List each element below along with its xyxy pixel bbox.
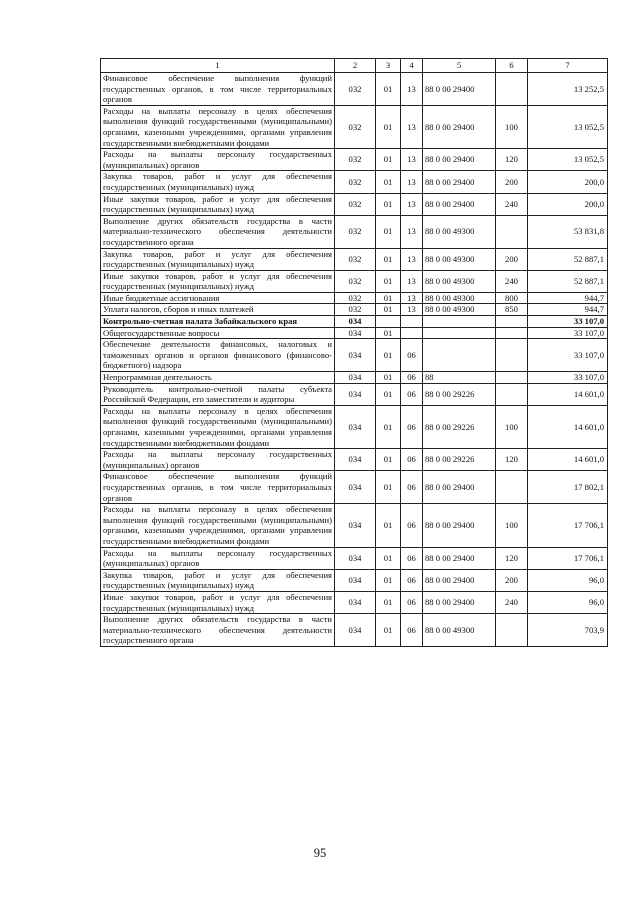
row-ministry-code: 034 <box>335 471 376 504</box>
row-section-code: 01 <box>376 193 401 215</box>
row-target-article <box>423 327 496 339</box>
row-subsection-code: 06 <box>401 569 423 591</box>
row-amount: 200,0 <box>528 171 608 193</box>
row-target-article <box>423 316 496 328</box>
row-expense-type <box>496 339 528 372</box>
row-subsection-code: 13 <box>401 105 423 148</box>
table-row <box>101 614 608 647</box>
table-row <box>101 405 608 448</box>
row-description: Закупка товаров, работ и услуг для обеспечения государственных (муниципальных) нужд <box>101 569 335 591</box>
row-section-code: 01 <box>376 547 401 569</box>
row-section-code: 01 <box>376 569 401 591</box>
table-row <box>101 383 608 405</box>
row-ministry-code: 034 <box>335 569 376 591</box>
row-amount: 13 252,5 <box>528 73 608 106</box>
table-row <box>101 547 608 569</box>
row-ministry-code: 034 <box>335 504 376 547</box>
row-expense-type <box>496 327 528 339</box>
row-ministry-code: 032 <box>335 215 376 248</box>
row-expense-type: 240 <box>496 591 528 613</box>
row-ministry-code: 034 <box>335 316 376 328</box>
row-expense-type: 200 <box>496 569 528 591</box>
row-amount: 944,7 <box>528 292 608 304</box>
row-expense-type: 850 <box>496 304 528 316</box>
table-row <box>101 193 608 215</box>
table-row <box>101 339 608 372</box>
row-amount: 96,0 <box>528 591 608 613</box>
row-target-article: 88 0 00 29400 <box>423 504 496 547</box>
row-subsection-code <box>401 327 423 339</box>
row-amount: 17 802,1 <box>528 471 608 504</box>
row-description: Выполнение других обязательств государства в части материально-технического обеспечения деятельности государственного органа <box>101 614 335 647</box>
row-subsection-code <box>401 316 423 328</box>
table-row <box>101 569 608 591</box>
row-amount: 14 601,0 <box>528 383 608 405</box>
row-expense-type: 100 <box>496 105 528 148</box>
row-section-code: 01 <box>376 327 401 339</box>
row-target-article: 88 <box>423 372 496 384</box>
row-ministry-code: 032 <box>335 304 376 316</box>
row-expense-type <box>496 316 528 328</box>
table-row <box>101 149 608 171</box>
row-subsection-code: 06 <box>401 547 423 569</box>
row-section-code: 01 <box>376 73 401 106</box>
row-amount: 33 107,0 <box>528 372 608 384</box>
row-ministry-code: 034 <box>335 449 376 471</box>
header-col-6: 6 <box>496 59 528 73</box>
row-amount: 33 107,0 <box>528 339 608 372</box>
row-ministry-code: 032 <box>335 149 376 171</box>
row-target-article: 88 0 00 49300 <box>423 292 496 304</box>
row-ministry-code: 032 <box>335 171 376 193</box>
row-description: Иные бюджетные ассигнования <box>101 292 335 304</box>
table-row <box>101 372 608 384</box>
row-target-article <box>423 339 496 372</box>
row-section-code: 01 <box>376 504 401 547</box>
table-row <box>101 327 608 339</box>
table-row <box>101 248 608 270</box>
row-expense-type: 240 <box>496 193 528 215</box>
row-subsection-code: 06 <box>401 405 423 448</box>
row-expense-type <box>496 372 528 384</box>
row-subsection-code: 13 <box>401 171 423 193</box>
row-section-code <box>376 316 401 328</box>
row-section-code: 01 <box>376 292 401 304</box>
row-expense-type <box>496 383 528 405</box>
row-expense-type: 120 <box>496 449 528 471</box>
row-description: Расходы на выплаты персоналу государственных (муниципальных) органов <box>101 449 335 471</box>
row-target-article: 88 0 00 29400 <box>423 73 496 106</box>
row-target-article: 88 0 00 49300 <box>423 270 496 292</box>
header-col-4: 4 <box>401 59 423 73</box>
table-header <box>101 59 608 73</box>
row-description: Закупка товаров, работ и услуг для обеспечения государственных (муниципальных) нужд <box>101 171 335 193</box>
row-amount: 33 107,0 <box>528 327 608 339</box>
row-ministry-code: 032 <box>335 105 376 148</box>
header-row <box>101 59 608 73</box>
row-description: Иные закупки товаров, работ и услуг для обеспечения государственных (муниципальных) нужд <box>101 270 335 292</box>
row-ministry-code: 032 <box>335 248 376 270</box>
row-target-article: 88 0 00 29400 <box>423 149 496 171</box>
row-amount: 17 706,1 <box>528 504 608 547</box>
row-amount: 13 052,5 <box>528 149 608 171</box>
row-description: Расходы на выплаты персоналу в целях обеспечения выполнения функций государственными (муниципальными) органами, казенными учреждениями, органами управления государственными внебюджетными фондами <box>101 504 335 547</box>
row-ministry-code: 034 <box>335 339 376 372</box>
row-amount: 52 887,1 <box>528 270 608 292</box>
row-section-code: 01 <box>376 405 401 448</box>
row-section-code: 01 <box>376 270 401 292</box>
row-target-article: 88 0 00 49300 <box>423 304 496 316</box>
row-ministry-code: 034 <box>335 547 376 569</box>
row-subsection-code: 06 <box>401 591 423 613</box>
row-description: Непрограммная деятельность <box>101 372 335 384</box>
table-row <box>101 105 608 148</box>
row-section-code: 01 <box>376 248 401 270</box>
table-row <box>101 504 608 547</box>
table-row <box>101 73 608 106</box>
row-expense-type: 120 <box>496 547 528 569</box>
row-subsection-code: 06 <box>401 383 423 405</box>
table-body <box>101 73 608 647</box>
table-row <box>101 215 608 248</box>
row-description: Расходы на выплаты персоналу государственных (муниципальных) органов <box>101 149 335 171</box>
row-subsection-code: 13 <box>401 292 423 304</box>
row-target-article: 88 0 00 29400 <box>423 171 496 193</box>
row-description: Финансовое обеспечение выполнения функций государственных органов, в том числе территориальных органов <box>101 471 335 504</box>
row-subsection-code: 06 <box>401 449 423 471</box>
header-col-7: 7 <box>528 59 608 73</box>
row-section-code: 01 <box>376 105 401 148</box>
row-ministry-code: 034 <box>335 372 376 384</box>
row-section-code: 01 <box>376 591 401 613</box>
row-description: Выполнение других обязательств государства в части материально-технического обеспечения деятельности государственного органа <box>101 215 335 248</box>
row-amount: 33 107,0 <box>528 316 608 328</box>
row-expense-type: 800 <box>496 292 528 304</box>
header-col-1: 1 <box>101 59 335 73</box>
row-description: Иные закупки товаров, работ и услуг для обеспечения государственных (муниципальных) нужд <box>101 193 335 215</box>
table-row <box>101 292 608 304</box>
row-target-article: 88 0 00 49300 <box>423 215 496 248</box>
row-subsection-code: 13 <box>401 149 423 171</box>
row-ministry-code: 032 <box>335 193 376 215</box>
header-col-5: 5 <box>423 59 496 73</box>
row-expense-type: 120 <box>496 149 528 171</box>
row-description: Руководитель контрольно-счетной палаты субъекта Российской Федерации, его заместители и аудиторы <box>101 383 335 405</box>
row-description: Обеспечение деятельности финансовых, налоговых и таможенных органов и органов финансового (финансово-бюджетного) надзора <box>101 339 335 372</box>
row-description: Расходы на выплаты персоналу в целях обеспечения выполнения функций государственными (муниципальными) органами, казенными учреждениями, органами управления государственными внебюджетными фондами <box>101 105 335 148</box>
row-section-code: 01 <box>376 372 401 384</box>
row-subsection-code: 13 <box>401 248 423 270</box>
row-ministry-code: 034 <box>335 383 376 405</box>
row-expense-type <box>496 614 528 647</box>
budget-table <box>100 58 608 647</box>
header-col-3: 3 <box>376 59 401 73</box>
row-expense-type: 240 <box>496 270 528 292</box>
row-description: Расходы на выплаты персоналу государственных (муниципальных) органов <box>101 547 335 569</box>
row-target-article: 88 0 00 29400 <box>423 547 496 569</box>
row-description: Расходы на выплаты персоналу в целях обеспечения выполнения функций государственными (муниципальными) органами, казенными учреждениями, органами управления государственными внебюджетными фондами <box>101 405 335 448</box>
row-amount: 53 831,8 <box>528 215 608 248</box>
row-subsection-code: 13 <box>401 215 423 248</box>
row-expense-type <box>496 471 528 504</box>
row-subsection-code: 06 <box>401 339 423 372</box>
row-section-code: 01 <box>376 614 401 647</box>
row-subsection-code: 13 <box>401 193 423 215</box>
row-amount: 200,0 <box>528 193 608 215</box>
row-ministry-code: 032 <box>335 292 376 304</box>
row-ministry-code: 032 <box>335 73 376 106</box>
row-subsection-code: 13 <box>401 73 423 106</box>
row-ministry-code: 034 <box>335 405 376 448</box>
row-section-code: 01 <box>376 215 401 248</box>
row-section-code: 01 <box>376 383 401 405</box>
row-target-article: 88 0 00 29400 <box>423 591 496 613</box>
budget-page <box>100 58 607 647</box>
row-amount: 96,0 <box>528 569 608 591</box>
row-subsection-code: 06 <box>401 614 423 647</box>
row-section-code: 01 <box>376 171 401 193</box>
row-target-article: 88 0 00 29226 <box>423 383 496 405</box>
row-target-article: 88 0 00 29226 <box>423 405 496 448</box>
row-subsection-code: 13 <box>401 304 423 316</box>
row-description: Иные закупки товаров, работ и услуг для обеспечения государственных (муниципальных) нужд <box>101 591 335 613</box>
row-target-article: 88 0 00 29400 <box>423 105 496 148</box>
row-ministry-code: 034 <box>335 591 376 613</box>
row-target-article: 88 0 00 29226 <box>423 449 496 471</box>
row-description: Финансовое обеспечение выполнения функций государственных органов, в том числе территориальных органов <box>101 73 335 106</box>
table-row <box>101 316 608 328</box>
row-subsection-code: 06 <box>401 471 423 504</box>
row-amount: 17 706,1 <box>528 547 608 569</box>
table-row <box>101 270 608 292</box>
table-row <box>101 591 608 613</box>
table-row <box>101 449 608 471</box>
row-amount: 944,7 <box>528 304 608 316</box>
row-section-code: 01 <box>376 304 401 316</box>
header-col-2: 2 <box>335 59 376 73</box>
row-section-code: 01 <box>376 149 401 171</box>
row-target-article: 88 0 00 49300 <box>423 614 496 647</box>
row-section-code: 01 <box>376 449 401 471</box>
row-section-code: 01 <box>376 471 401 504</box>
row-subsection-code: 06 <box>401 372 423 384</box>
row-expense-type <box>496 215 528 248</box>
row-ministry-code: 032 <box>335 270 376 292</box>
row-expense-type: 100 <box>496 504 528 547</box>
row-target-article: 88 0 00 49300 <box>423 248 496 270</box>
row-target-article: 88 0 00 29400 <box>423 471 496 504</box>
row-target-article: 88 0 00 29400 <box>423 569 496 591</box>
row-ministry-code: 034 <box>335 327 376 339</box>
row-description: Закупка товаров, работ и услуг для обеспечения государственных (муниципальных) нужд <box>101 248 335 270</box>
row-amount: 14 601,0 <box>528 449 608 471</box>
row-subsection-code: 06 <box>401 504 423 547</box>
page-number: 95 <box>313 846 327 860</box>
table-row <box>101 171 608 193</box>
row-description: Контрольно-счетная палата Забайкальского края <box>101 316 335 328</box>
row-target-article: 88 0 00 29400 <box>423 193 496 215</box>
row-section-code: 01 <box>376 339 401 372</box>
row-description: Общегосударственные вопросы <box>101 327 335 339</box>
row-amount: 703,9 <box>528 614 608 647</box>
table-row <box>101 471 608 504</box>
row-amount: 14 601,0 <box>528 405 608 448</box>
row-expense-type: 200 <box>496 171 528 193</box>
table-row <box>101 304 608 316</box>
row-description: Уплата налогов, сборов и иных платежей <box>101 304 335 316</box>
row-expense-type <box>496 73 528 106</box>
row-expense-type: 200 <box>496 248 528 270</box>
row-subsection-code: 13 <box>401 270 423 292</box>
row-amount: 13 052,5 <box>528 105 608 148</box>
row-expense-type: 100 <box>496 405 528 448</box>
row-ministry-code: 034 <box>335 614 376 647</box>
row-amount: 52 887,1 <box>528 248 608 270</box>
